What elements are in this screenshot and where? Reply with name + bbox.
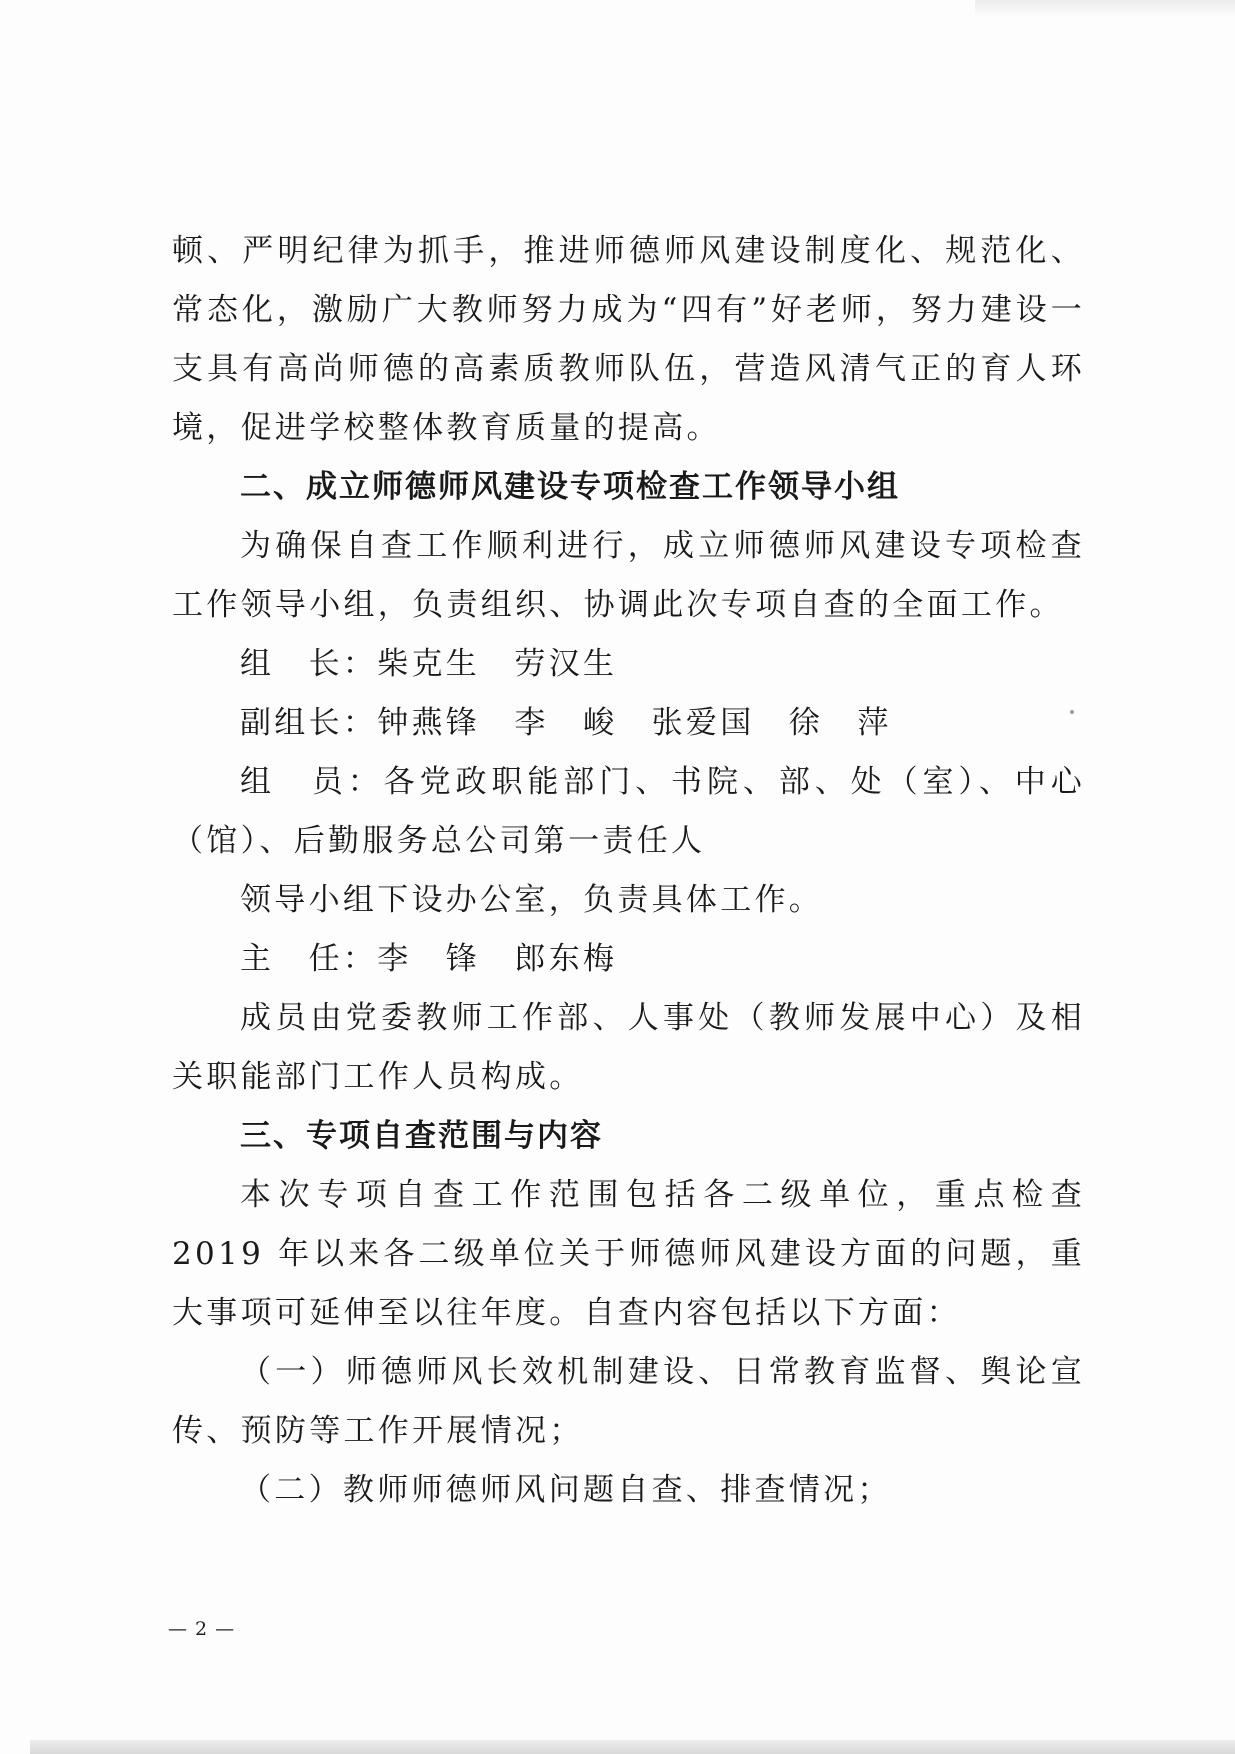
paragraph-intro: 顿、严明纪律为抓手，推进师德师风建设制度化、规范化、常态化，激励广大教师努力成为“四有”好老师，努力建设一支具有高尚师德的高素质教师队伍，营造风清气正的育人环境，促进学校整体教育质量的提高。 [172,233,1085,446]
section-heading-3: 三、专项自查范围与内容 [240,1118,603,1154]
page-number: — 2 — [168,1618,236,1640]
list-item-2: （二）教师师德师风问题自查、排查情况； [240,1472,892,1508]
scan-bottom-edge [30,1740,1235,1754]
group-leader-line: 组 长：柴克生 劳汉生 [240,646,618,682]
members-line: 组 员：各党政职能部门、书院、部、处（室）、中心（馆）、后勤服务总公司第一责任人 [172,764,1085,859]
director-line: 主 任：李 锋 郎东梅 [240,941,618,977]
paragraph-scope: 本次专项自查工作范围包括各二级单位，重点检查 2019 年以来各二级单位关于师德师风建设方面的问题，重大事项可延伸至以往年度。自查内容包括以下方面： [172,1177,1085,1331]
scan-shadow [975,0,1235,18]
document-body [172,222,1085,1520]
office-members-line: 成员由党委教师工作部、人事处（教师发展中心）及相关职能部门工作人员构成。 [172,1000,1085,1095]
office-line: 领导小组下设办公室，负责具体工作。 [240,882,824,918]
paragraph-leadership-group: 为确保自查工作顺利进行，成立师德师风建设专项检查工作领导小组，负责组织、协调此次专项自查的全面工作。 [172,528,1085,623]
list-item-1: （一）师德师风长效机制建设、日常教育监督、舆论宣传、预防等工作开展情况； [172,1354,1085,1449]
deputy-leader-line: 副组长：钟燕锋 李 峻 张爱国 徐 萍 [240,705,892,741]
section-heading-2: 二、成立师德师风建设专项检查工作领导小组 [240,469,900,505]
